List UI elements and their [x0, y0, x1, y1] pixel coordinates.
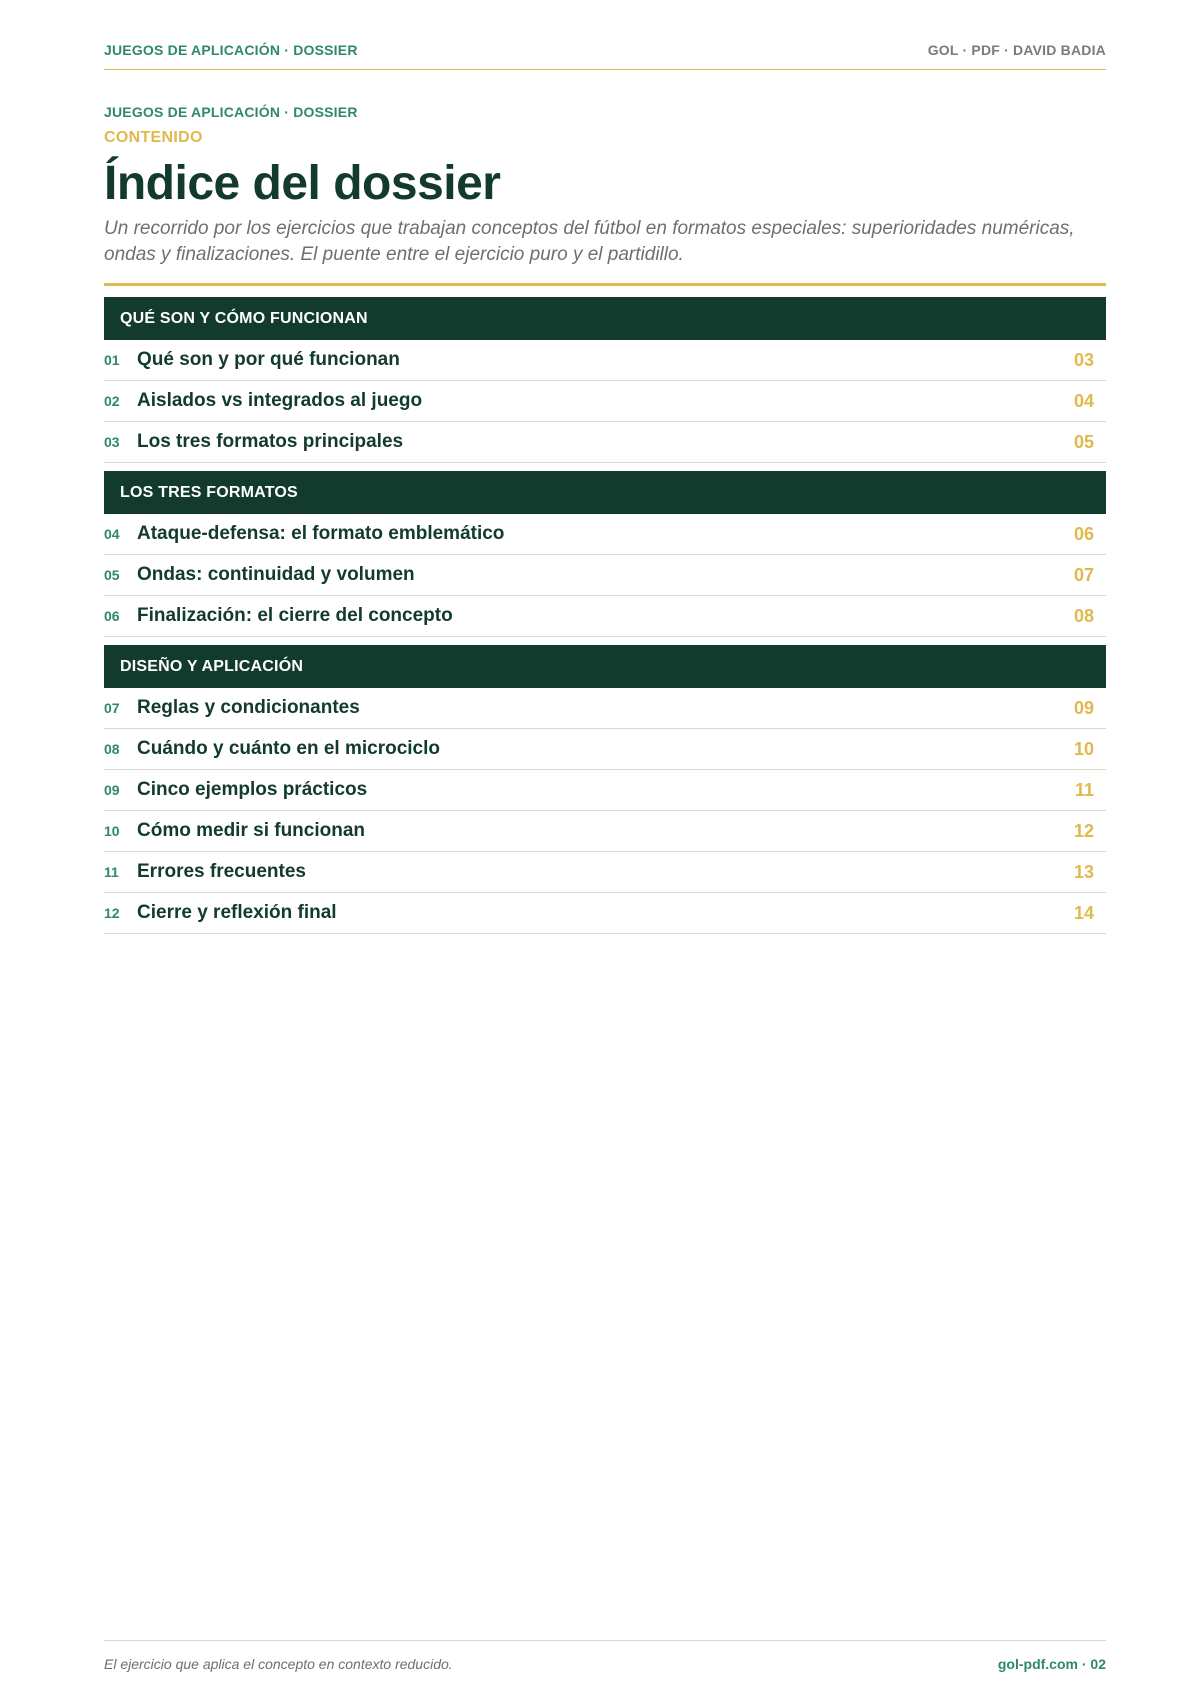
- toc-entry-title: Cuándo y cuánto en el microciclo: [137, 738, 441, 759]
- toc-entry-page: 07: [1073, 564, 1094, 585]
- toc-entry-title: Qué son y por qué funcionan: [137, 349, 400, 370]
- toc-entry[interactable]: [104, 555, 1106, 596]
- toc-entry[interactable]: [104, 596, 1106, 637]
- toc-entry[interactable]: [104, 340, 1106, 381]
- toc-entry-page: 03: [1073, 349, 1094, 370]
- document-page: [104, 0, 1106, 1697]
- toc-entry-number: 10: [104, 823, 120, 839]
- toc-entry-title: Cierre y reflexión final: [137, 902, 337, 923]
- toc-entry-number: 08: [104, 741, 120, 757]
- section-label: CONTENIDO: [104, 129, 203, 146]
- toc-entry[interactable]: [104, 422, 1106, 463]
- toc-entry[interactable]: [104, 514, 1106, 555]
- toc-entry-number: 06: [104, 608, 120, 624]
- toc-entry-number: 04: [104, 526, 120, 542]
- toc-entry-number: 05: [104, 567, 120, 583]
- toc-entry[interactable]: [104, 852, 1106, 893]
- toc-entry-title: Los tres formatos principales: [137, 431, 404, 452]
- toc-entry[interactable]: [104, 381, 1106, 422]
- running-header-left: JUEGOS DE APLICACIÓN · DOSSIER: [104, 42, 358, 58]
- toc-entry-page: 06: [1073, 523, 1094, 544]
- toc-group: [104, 471, 1106, 637]
- toc-entry-title: Errores frecuentes: [137, 861, 306, 882]
- kicker: JUEGOS DE APLICACIÓN · DOSSIER: [104, 104, 358, 120]
- toc-entry-page: 10: [1073, 738, 1094, 759]
- toc-entry-page: 09: [1073, 697, 1094, 718]
- running-header-right: GOL · PDF · DAVID BADIA: [927, 42, 1106, 58]
- toc-entry[interactable]: [104, 729, 1106, 770]
- page-footer: [104, 1640, 1106, 1672]
- toc-entry[interactable]: [104, 770, 1106, 811]
- toc-group-heading: QUÉ SON Y CÓMO FUNCIONAN: [104, 297, 1106, 340]
- running-header: [104, 42, 1106, 70]
- toc-entry-page: 11: [1074, 779, 1094, 800]
- footer-tagline: El ejercicio que aplica el concepto en contexto reducido.: [104, 1656, 453, 1672]
- toc-entry-number: 01: [104, 352, 120, 368]
- page-subtitle: Un recorrido por los ejercicios que trabajan conceptos del fútbol en formatos especiales: superioridades numéricas, ondas y finalizaciones. El puente entre el ejercicio puro y el partidillo.: [104, 218, 1075, 265]
- toc-entry-title: Aislados vs integrados al juego: [137, 390, 423, 411]
- toc-entry-number: 07: [104, 700, 120, 716]
- toc-entry[interactable]: [104, 811, 1106, 852]
- toc-entry-number: 11: [104, 864, 119, 880]
- toc-entry-title: Cómo medir si funcionan: [137, 820, 366, 841]
- toc-entry-title: Reglas y condicionantes: [137, 697, 360, 718]
- toc-group: [104, 645, 1106, 934]
- toc-group: [104, 297, 1106, 463]
- toc-entry-title: Cinco ejemplos prácticos: [137, 779, 368, 800]
- toc-entry-page: 14: [1073, 902, 1094, 923]
- toc-entry-title: Finalización: el cierre del concepto: [137, 605, 453, 626]
- toc-entry-number: 12: [104, 905, 120, 921]
- toc-entry-number: 03: [104, 434, 120, 450]
- table-of-contents: [104, 297, 1106, 942]
- page-title: Índice del dossier: [104, 157, 501, 210]
- toc-entry[interactable]: [104, 893, 1106, 934]
- footer-site-page: gol-pdf.com · 02: [997, 1656, 1106, 1672]
- toc-entry-page: 08: [1073, 605, 1094, 626]
- toc-entry-title: Ataque-defensa: el formato emblemático: [137, 523, 505, 544]
- toc-entry-title: Ondas: continuidad y volumen: [137, 564, 415, 585]
- toc-entry-page: 05: [1073, 431, 1094, 452]
- toc-entry[interactable]: [104, 688, 1106, 729]
- toc-entry-page: 13: [1073, 861, 1094, 882]
- toc-entry-page: 04: [1073, 390, 1094, 411]
- toc-entry-number: 09: [104, 782, 120, 798]
- toc-entry-number: 02: [104, 393, 120, 409]
- toc-group-heading: LOS TRES FORMATOS: [104, 471, 1106, 514]
- title-divider: [104, 283, 1106, 286]
- toc-entry-page: 12: [1073, 820, 1094, 841]
- toc-group-heading: DISEÑO Y APLICACIÓN: [104, 645, 1106, 688]
